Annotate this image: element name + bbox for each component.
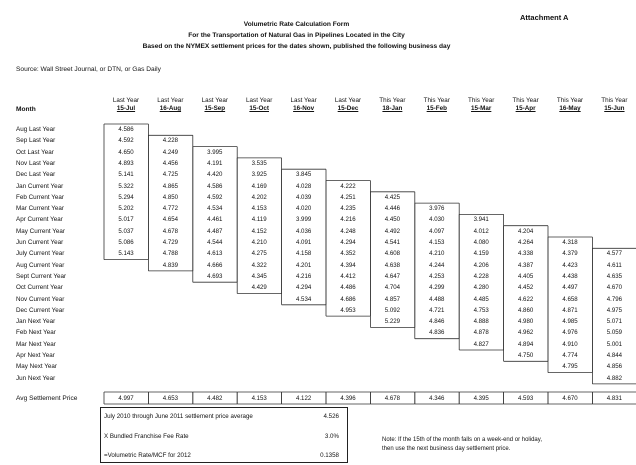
price-cell: 5.086 bbox=[118, 239, 134, 246]
column-date: 18-Jan bbox=[382, 105, 403, 112]
column-header bbox=[592, 97, 636, 113]
price-cell: 4.248 bbox=[340, 227, 356, 235]
price-cell: 4.795 bbox=[562, 363, 578, 371]
column-date: 15-Oct bbox=[249, 105, 269, 112]
price-cell: 4.039 bbox=[295, 193, 312, 201]
column-header bbox=[148, 97, 192, 113]
price-cell: 4.158 bbox=[295, 250, 312, 258]
price-cell: 4.608 bbox=[384, 250, 401, 258]
price-cell: 4.452 bbox=[517, 284, 534, 292]
price-cell: 4.152 bbox=[251, 227, 267, 235]
row-month-label: May Next Year bbox=[16, 363, 57, 371]
price-cell: 4.772 bbox=[162, 205, 179, 213]
price-cell: 4.541 bbox=[384, 239, 401, 246]
price-cell: 4.423 bbox=[562, 261, 578, 269]
row-month-label: Mar Next Year bbox=[16, 340, 56, 348]
price-cell: 4.318 bbox=[562, 239, 578, 246]
price-cell: 4.264 bbox=[517, 239, 534, 246]
price-cell: 3.976 bbox=[429, 205, 445, 213]
summary-rate-label: =Volumetric Rate/MCF for 2012 bbox=[104, 452, 191, 459]
avg-price-cell: 4.593 bbox=[517, 395, 534, 402]
column-year: Last Year bbox=[290, 97, 317, 104]
price-cell: 4.721 bbox=[429, 306, 445, 314]
row-month-label: Aug Last Year bbox=[16, 126, 56, 133]
column-header bbox=[415, 97, 459, 113]
row-month-label: Feb Current Year bbox=[16, 193, 64, 201]
price-cell: 4.846 bbox=[429, 318, 445, 326]
price-cell: 4.492 bbox=[384, 227, 401, 235]
price-cell: 4.352 bbox=[340, 250, 356, 258]
column-year: This Year bbox=[512, 97, 539, 104]
summary-fee-label: X Bundled Franchise Fee Rate bbox=[104, 433, 189, 440]
column-year: Last Year bbox=[112, 97, 140, 104]
row-month-label: Jun Next Year bbox=[16, 374, 56, 382]
price-cell: 4.750 bbox=[517, 352, 534, 359]
price-cell: 4.244 bbox=[429, 261, 445, 269]
price-cell: 4.654 bbox=[162, 216, 179, 224]
price-cell: 4.622 bbox=[517, 295, 534, 303]
price-cell: 5.017 bbox=[118, 216, 134, 224]
row-month-label: Oct Current Year bbox=[16, 284, 63, 292]
price-cell: 4.670 bbox=[606, 284, 623, 292]
column-year: Last Year bbox=[157, 97, 184, 104]
row-month-label: Oct Last Year bbox=[16, 148, 54, 156]
price-cell: 4.280 bbox=[473, 284, 489, 292]
price-cell: 3.999 bbox=[295, 216, 312, 224]
price-cell: 4.202 bbox=[251, 193, 267, 201]
price-cell: 4.592 bbox=[207, 193, 223, 201]
price-cell: 3.845 bbox=[295, 171, 312, 179]
column-header bbox=[282, 97, 326, 113]
price-cell: 4.420 bbox=[207, 171, 223, 179]
price-cell: 4.405 bbox=[517, 272, 534, 280]
row-month-label: July Current Year bbox=[16, 250, 65, 258]
price-cell: 4.216 bbox=[295, 272, 312, 280]
month-column-header: Month bbox=[16, 106, 36, 113]
price-cell: 4.894 bbox=[517, 340, 534, 348]
price-cell: 4.497 bbox=[562, 284, 578, 292]
price-cell: 4.080 bbox=[473, 239, 489, 246]
price-cell: 4.486 bbox=[340, 284, 356, 292]
price-cell: 4.253 bbox=[429, 272, 445, 280]
summary-box bbox=[100, 407, 348, 463]
row-month-label: Sep Last Year bbox=[16, 137, 56, 145]
column-date: 16-Aug bbox=[159, 105, 182, 112]
price-cell: 4.322 bbox=[251, 261, 267, 269]
column-date: 15-Mar bbox=[471, 105, 492, 112]
price-cell: 5.141 bbox=[118, 171, 134, 179]
price-cell: 5.294 bbox=[118, 193, 134, 201]
price-cell: 4.729 bbox=[162, 239, 179, 246]
price-cell: 4.844 bbox=[606, 352, 623, 359]
price-cell: 4.345 bbox=[251, 272, 267, 280]
price-cell: 4.020 bbox=[295, 205, 312, 213]
price-cell: 5.059 bbox=[606, 329, 623, 337]
avg-price-cell: 4.482 bbox=[207, 395, 223, 402]
avg-price-cell: 4.153 bbox=[251, 395, 267, 402]
column-year: This Year bbox=[468, 97, 495, 104]
price-cell: 5.092 bbox=[384, 306, 401, 314]
price-cell: 4.678 bbox=[162, 227, 179, 235]
price-cell: 4.216 bbox=[340, 216, 356, 224]
price-cell: 4.235 bbox=[340, 205, 356, 213]
row-month-label: Jan Next Year bbox=[16, 318, 56, 326]
row-month-label: Feb Next Year bbox=[16, 329, 56, 337]
row-month-label: Jan Current Year bbox=[16, 182, 64, 190]
price-cell: 4.030 bbox=[429, 216, 445, 224]
source-line: Source: Wall Street Journal, or DTN, or Gas Daily bbox=[16, 66, 161, 73]
row-month-label: Apr Next Year bbox=[16, 352, 55, 359]
price-cell: 4.222 bbox=[340, 182, 356, 190]
summary-fee-value: 3.0% bbox=[324, 433, 339, 440]
price-cell: 4.412 bbox=[340, 272, 356, 280]
price-cell: 4.299 bbox=[429, 284, 445, 292]
price-cell: 4.153 bbox=[429, 239, 445, 246]
price-cell: 4.725 bbox=[162, 171, 179, 179]
price-cell: 4.865 bbox=[162, 182, 179, 190]
price-cell: 4.953 bbox=[340, 306, 356, 314]
price-cell: 3.535 bbox=[251, 159, 267, 167]
form-basis: Based on the NYMEX settlement prices for the dates shown, published the following business day bbox=[142, 43, 451, 50]
price-cell: 4.251 bbox=[340, 193, 356, 201]
column-date: 15-Sep bbox=[204, 105, 226, 112]
price-cell: 4.456 bbox=[162, 159, 179, 167]
price-cell: 4.450 bbox=[384, 216, 401, 224]
price-cell: 4.204 bbox=[517, 227, 534, 235]
price-cell: 4.962 bbox=[517, 329, 534, 337]
column-year: This Year bbox=[423, 97, 450, 104]
column-year: Last Year bbox=[246, 97, 273, 104]
price-cell: 4.860 bbox=[517, 306, 534, 314]
price-cell: 4.586 bbox=[118, 126, 134, 133]
price-cell: 4.169 bbox=[251, 182, 267, 190]
row-month-label: Jun Current Year bbox=[16, 239, 64, 246]
price-cell: 4.210 bbox=[251, 239, 267, 246]
avg-price-cell: 4.831 bbox=[606, 395, 623, 402]
price-cell: 4.159 bbox=[473, 250, 489, 258]
price-cell: 4.650 bbox=[118, 148, 134, 156]
attachment-label: Attachment A bbox=[520, 13, 569, 22]
price-cell: 4.201 bbox=[295, 261, 312, 269]
column-date: 15-Jun bbox=[604, 105, 625, 112]
price-cell: 4.611 bbox=[606, 261, 622, 269]
price-cell: 4.856 bbox=[606, 363, 623, 371]
price-cell: 4.294 bbox=[295, 284, 312, 292]
price-cell: 4.985 bbox=[562, 318, 578, 326]
price-cell: 4.446 bbox=[384, 205, 401, 213]
row-month-label: Sept Current Year bbox=[16, 272, 67, 280]
avg-price-cell: 4.997 bbox=[118, 395, 134, 402]
row-month-label: Nov Last Year bbox=[16, 159, 56, 167]
column-date: 15-Dec bbox=[337, 105, 359, 112]
price-cell: 4.387 bbox=[517, 261, 534, 269]
avg-price-cell: 4.678 bbox=[384, 395, 401, 402]
price-cell: 4.394 bbox=[340, 261, 356, 269]
price-cell: 5.071 bbox=[606, 318, 623, 326]
price-cell: 4.882 bbox=[606, 374, 623, 382]
row-month-label: Mar Current Year bbox=[16, 205, 64, 213]
price-cell: 4.206 bbox=[473, 261, 489, 269]
avg-price-cell: 4.396 bbox=[340, 395, 356, 402]
price-cell: 4.097 bbox=[429, 227, 445, 235]
price-cell: 4.647 bbox=[384, 272, 401, 280]
column-year: This Year bbox=[601, 97, 628, 104]
column-header bbox=[459, 97, 503, 113]
column-year: This Year bbox=[379, 97, 406, 104]
price-cell: 4.429 bbox=[251, 284, 267, 292]
summary-rate-value: 0.1358 bbox=[320, 452, 339, 459]
price-cell: 5.001 bbox=[606, 340, 623, 348]
column-date: 15-Apr bbox=[515, 105, 536, 112]
price-cell: 4.028 bbox=[295, 182, 312, 190]
price-cell: 4.704 bbox=[384, 284, 401, 292]
price-cell: 4.228 bbox=[473, 272, 489, 280]
row-month-label: Aug Current Year bbox=[16, 261, 65, 269]
price-cell: 4.338 bbox=[517, 250, 534, 258]
avg-price-cell: 4.395 bbox=[473, 395, 489, 402]
price-cell: 4.379 bbox=[562, 250, 578, 258]
price-cell: 4.592 bbox=[118, 137, 134, 145]
avg-price-cell: 4.653 bbox=[162, 395, 179, 402]
price-cell: 3.925 bbox=[251, 171, 267, 179]
price-cell: 4.461 bbox=[207, 216, 223, 224]
avg-price-cell: 4.122 bbox=[295, 395, 312, 402]
price-cell: 4.888 bbox=[473, 318, 489, 326]
price-cell: 4.012 bbox=[473, 227, 489, 235]
price-cell: 5.037 bbox=[118, 227, 134, 235]
price-cell: 4.975 bbox=[606, 306, 623, 314]
price-cell: 4.666 bbox=[207, 261, 223, 269]
price-cell: 5.143 bbox=[118, 250, 134, 258]
avg-price-cell: 4.346 bbox=[429, 395, 445, 402]
price-cell: 4.980 bbox=[517, 318, 534, 326]
price-cell: 4.857 bbox=[384, 295, 401, 303]
form-subtitle: For the Transportation of Natural Gas in Pipelines Located in the City bbox=[188, 32, 405, 39]
price-cell: 4.753 bbox=[473, 306, 489, 314]
note-line-2: then use the next business day settlement price. bbox=[382, 446, 511, 452]
price-cell: 4.796 bbox=[606, 295, 623, 303]
avg-price-cell: 4.670 bbox=[562, 395, 578, 402]
price-cell: 5.322 bbox=[118, 182, 134, 190]
price-cell: 4.658 bbox=[562, 295, 578, 303]
price-cell: 4.036 bbox=[295, 227, 312, 235]
column-year: This Year bbox=[556, 97, 584, 104]
price-cell: 4.788 bbox=[162, 250, 179, 258]
column-header bbox=[237, 97, 281, 113]
price-cell: 4.827 bbox=[473, 340, 489, 348]
price-cell: 4.534 bbox=[207, 205, 223, 213]
price-cell: 4.119 bbox=[251, 216, 267, 224]
price-cell: 4.438 bbox=[562, 272, 578, 280]
row-month-label: Dec Last Year bbox=[16, 171, 56, 179]
price-cell: 4.910 bbox=[562, 340, 578, 348]
column-date: 16-May bbox=[559, 105, 581, 112]
price-cell: 5.229 bbox=[384, 318, 401, 326]
price-cell: 4.249 bbox=[162, 148, 179, 156]
price-cell: 4.485 bbox=[473, 295, 489, 303]
price-cell: 4.871 bbox=[562, 306, 578, 314]
price-cell: 4.839 bbox=[162, 261, 179, 269]
note-line-1: Note: If the 15th of the month falls on a week-end or holiday, bbox=[382, 437, 542, 443]
price-cell: 4.210 bbox=[429, 250, 445, 258]
price-cell: 5.202 bbox=[118, 205, 134, 213]
form-title: Volumetric Rate Calculation Form bbox=[243, 21, 350, 28]
price-cell: 4.294 bbox=[340, 239, 356, 246]
row-month-label: Apr Current Year bbox=[16, 216, 63, 224]
price-cell: 4.893 bbox=[118, 159, 134, 167]
column-date: 15-Feb bbox=[426, 105, 447, 112]
price-cell: 4.191 bbox=[207, 159, 223, 167]
price-cell: 4.488 bbox=[429, 295, 445, 303]
price-cell: 4.577 bbox=[606, 250, 623, 258]
summary-avg-label: July 2010 through June 2011 settlement price average bbox=[104, 413, 253, 420]
price-cell: 4.635 bbox=[606, 272, 623, 280]
price-cell: 4.693 bbox=[207, 272, 223, 280]
price-cell: 4.878 bbox=[473, 329, 489, 337]
column-year: Last Year bbox=[201, 97, 228, 104]
summary-avg-value: 4.526 bbox=[323, 413, 339, 420]
column-date: 15-Jul bbox=[116, 105, 136, 112]
price-cell: 4.613 bbox=[207, 250, 223, 258]
column-header bbox=[370, 97, 414, 113]
price-cell: 4.275 bbox=[251, 250, 267, 258]
price-cell: 4.228 bbox=[162, 137, 179, 145]
column-header bbox=[326, 97, 370, 113]
price-cell: 4.836 bbox=[429, 329, 445, 337]
price-cell: 4.976 bbox=[562, 329, 578, 337]
price-cell: 4.425 bbox=[384, 193, 401, 201]
column-date: 16-Nov bbox=[293, 105, 315, 112]
column-header bbox=[548, 97, 592, 113]
column-header bbox=[104, 97, 148, 113]
price-cell: 4.686 bbox=[340, 295, 356, 303]
row-month-label: Nov Current Year bbox=[16, 295, 65, 303]
price-cell: 3.941 bbox=[473, 216, 489, 224]
price-cell: 4.586 bbox=[207, 182, 223, 190]
row-month-label: Dec Current Year bbox=[16, 306, 65, 314]
row-month-label: May Current Year bbox=[16, 227, 66, 235]
price-cell: 4.850 bbox=[162, 193, 179, 201]
price-cell: 4.153 bbox=[251, 205, 267, 213]
column-year: Last Year bbox=[334, 97, 362, 104]
price-cell: 4.544 bbox=[207, 239, 223, 246]
price-cell: 4.487 bbox=[207, 227, 223, 235]
price-cell: 4.638 bbox=[384, 261, 401, 269]
column-header bbox=[504, 97, 548, 113]
column-header bbox=[193, 97, 237, 113]
price-cell: 3.995 bbox=[207, 148, 223, 156]
price-cell: 4.091 bbox=[295, 239, 312, 246]
price-cell: 4.774 bbox=[562, 352, 578, 359]
avg-settlement-label: Avg Settlement Price bbox=[16, 395, 78, 402]
price-cell: 4.534 bbox=[295, 295, 312, 303]
